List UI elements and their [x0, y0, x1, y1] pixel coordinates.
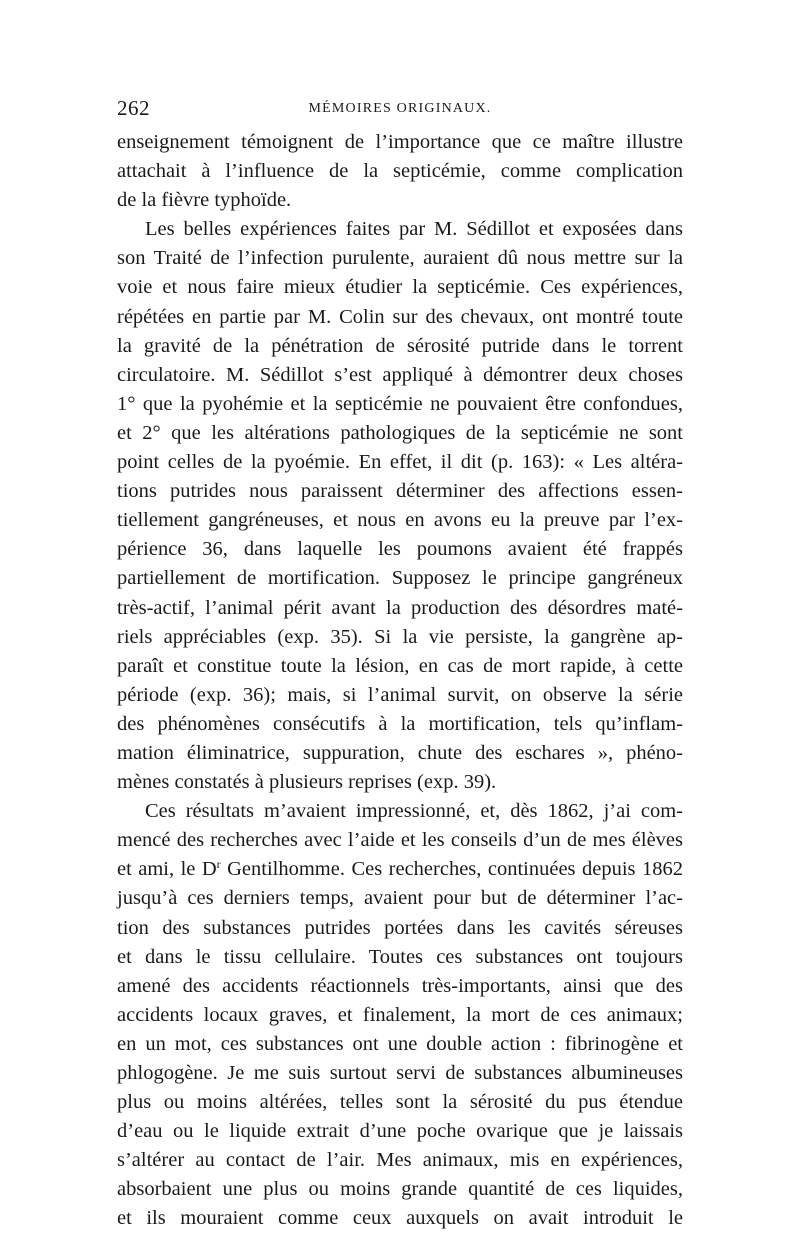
- text-line: Les belles expériences faites par M. Sédillot et exposées dans: [145, 218, 683, 241]
- text-line: s’altérer au contact de l’air. Mes animaux, mis en expériences,: [117, 1149, 683, 1172]
- text-line: mencé des recherches avec l’aide et les conseils d’un de mes élèves: [117, 829, 683, 852]
- text-line: voie et nous faire mieux étudier la septicémie. Ces expériences,: [117, 276, 683, 299]
- text-line: amené des accidents réactionnels très-importants, ainsi que des: [117, 974, 683, 997]
- text-line: enseignement témoignent de l’importance que ce maître illustre: [117, 131, 683, 153]
- text-line: tions putrides nous paraissent déterminer des affections essen-: [117, 480, 683, 503]
- text-line: des phénomènes consécutifs à la mortification, tels qu’inflam-: [117, 712, 683, 735]
- text-line: partiellement de mortification. Supposez le principe gangréneux: [117, 567, 683, 590]
- superscript: r: [216, 857, 221, 872]
- text-line: riels appréciables (exp. 35). Si la vie persiste, la gangrène ap-: [117, 625, 683, 648]
- text-line: et dans le tissu cellulaire. Toutes ces substances ont toujours: [117, 945, 683, 968]
- page-number: 262: [117, 96, 150, 120]
- text-line: point celles de la pyoémie. En effet, il dit (p. 163): « Les altéra-: [117, 451, 683, 474]
- text-line: la gravité de la pénétration de sérosité putride dans le torrent: [117, 334, 683, 357]
- text-line: et ils mouraient comme ceux auxquels on avait introduit le: [117, 1207, 683, 1230]
- text-line: et 2° que les altérations pathologiques de la septicémie ne sont: [117, 421, 683, 444]
- text-line: très-actif, l’animal périt avant la production des désordres maté-: [117, 596, 683, 619]
- text-line: en un mot, ces substances ont une double action : fibrinogène et: [117, 1032, 683, 1055]
- text-line: tiellement gangréneuses, et nous en avons eu la preuve par l’ex-: [117, 509, 683, 532]
- text-line: mènes constatés à plusieurs reprises (exp. 39).: [117, 771, 497, 794]
- text-line: 1° que la pyohémie et la septicémie ne pouvaient être confondues,: [117, 392, 683, 415]
- running-title: MÉMOIRES ORIGINAUX.: [308, 101, 492, 116]
- text-line: son Traité de l’infection purulente, auraient dû nous mettre sur la: [117, 247, 683, 270]
- text-line: plus ou moins altérées, telles sont la sérosité du pus étendue: [117, 1091, 683, 1114]
- text-line: accidents locaux graves, et finalement, la mort de ces animaux;: [117, 1003, 683, 1026]
- text-line: tion des substances putrides portées dans les cavités séreuses: [117, 916, 683, 939]
- text-line: absorbaient une plus ou moins grande quantité de ces liquides,: [117, 1178, 683, 1201]
- text-line: de la fièvre typhoïde.: [117, 189, 292, 212]
- text-line: périence 36, dans laquelle les poumons avaient été frappés: [117, 538, 683, 561]
- text-fragment: Gentilhomme. Ces recherches, continuées depuis 1862: [220, 858, 683, 881]
- text-line: Ces résultats m’avaient impressionné, et, dès 1862, j’ai com-: [145, 800, 683, 823]
- text-line: d’eau ou le liquide extrait d’une poche ovarique que je laissais: [117, 1120, 683, 1143]
- body-text: [117, 128, 683, 1234]
- text-line: répétées en partie par M. Colin sur des chevaux, ont montré toute: [117, 305, 683, 328]
- text-line: phlogogène. Je me suis surtout servi de substances albumineuses: [117, 1062, 683, 1084]
- text-fragment: et ami, le D: [117, 858, 217, 881]
- text-line: période (exp. 36); mais, si l’animal survit, on observe la série: [117, 683, 683, 706]
- text-line: mation éliminatrice, suppuration, chute des eschares », phéno-: [117, 741, 683, 764]
- text-line: jusqu’à ces derniers temps, avaient pour but de déterminer l’ac-: [117, 887, 683, 910]
- text-line: circulatoire. M. Sédillot s’est appliqué à démontrer deux choses: [117, 363, 683, 386]
- running-head: [117, 96, 683, 122]
- text-line-with-superscript: [117, 855, 683, 884]
- text-line: attachait à l’influence de la septicémie, comme complication: [117, 160, 683, 183]
- text-line: paraît et constitue toute la lésion, en cas de mort rapide, à cette: [117, 654, 683, 677]
